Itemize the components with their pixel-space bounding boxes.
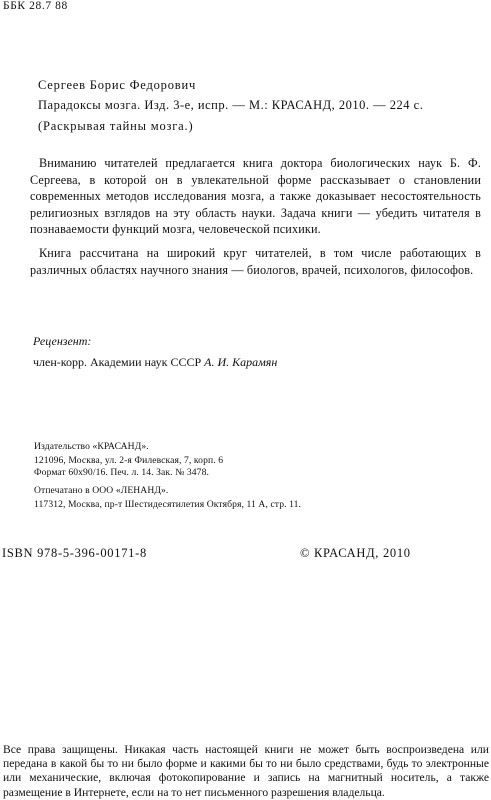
isbn: ISBN 978-5-396-00171-8 (2, 546, 147, 560)
publisher-address: 121096, Москва, ул. 2-я Филевская, 7, корп. 6 (34, 455, 224, 466)
reviewer-name: А. И. Карамян (204, 355, 278, 369)
publisher-name: Издательство «КРАСАНД». (34, 441, 149, 452)
title-imprint-line: Парадоксы мозга. Изд. 3-е, испр. — М.: КРАСАНД, 2010. — 224 с. (38, 98, 424, 112)
annotation-paragraph-1: Вниманию читателей предлагается книга доктора биологических наук Б. Ф. Сергеева, в которой он в увлекательной форме рассказывает о становлении современных методов исследования мозга, а также доказывает несостоятельность религиозных взглядов на эту область науки. Задача книги — убедить читателя в познаваемости функций мозга, человеческой психики. (30, 156, 481, 236)
copyright: © КРАСАНД, 2010 (300, 546, 411, 560)
reviewer-position: член-корр. Академии наук СССР (33, 355, 202, 369)
series-line: (Раскрывая тайны мозга.) (38, 119, 194, 133)
rights-notice: Все права защищены. Никакая часть настоящей книги не может быть воспроизведена или передана в какой бы то ни было форме и какими бы то ни было средствами, будь то электронные или механические, включая фотокопирование и запись на магнитный носитель, а также размещение в Интернете, если на то нет письменного разрешения владельца. (3, 743, 489, 799)
reviewer-line (33, 355, 277, 370)
print-format: Формат 60x90/16. Печ. л. 14. Зак. № 3478. (34, 467, 209, 478)
reviewer-title: Рецензент: (33, 334, 92, 348)
bbk-code: ББК 28.7 88 (3, 0, 68, 12)
printer-address: 117312, Москва, пр-т Шестидесятилетия Октября, 11 А, стр. 11. (34, 499, 302, 510)
printer-name: Отпечатано в ООО «ЛЕНАНД». (34, 485, 169, 496)
annotation-paragraph-2: Книга рассчитана на широкий круг читателей, в том числе работающих в различных областях научного знания — биологов, врачей, психологов, философов. (30, 246, 481, 277)
author-name: Сергеев Борис Федорович (38, 78, 197, 92)
